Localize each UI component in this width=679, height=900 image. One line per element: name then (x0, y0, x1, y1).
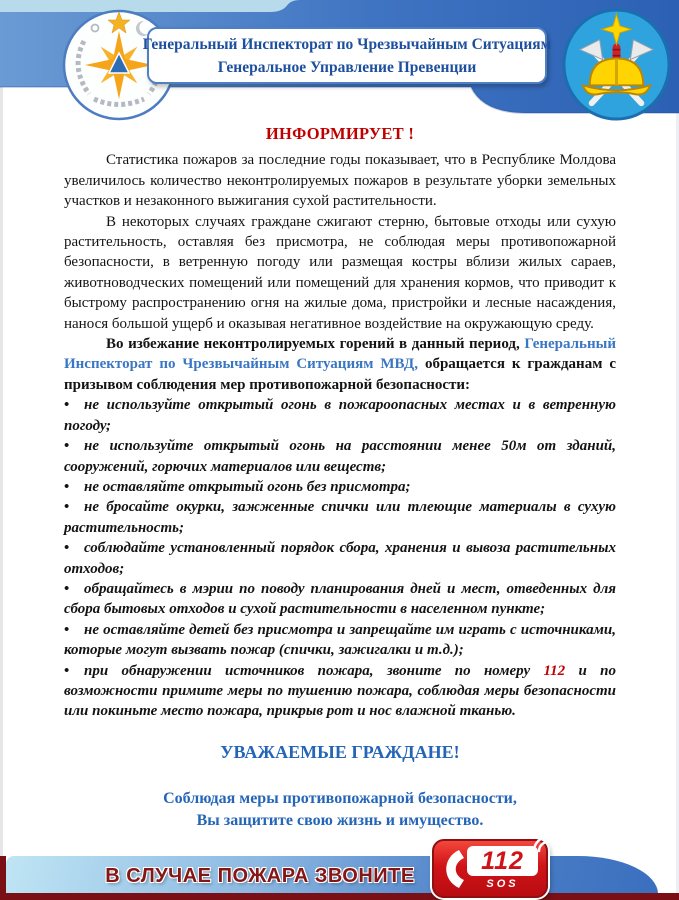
closing-message (64, 788, 616, 831)
closing-line2: Вы защитите свою жизнь и имущество. (196, 811, 484, 829)
organization-name-line1: Генеральный Инспекторат по Чрезвычайным Ситуациям (142, 35, 552, 53)
organization-title-box (142, 27, 552, 84)
bullet-icon: • (64, 478, 70, 495)
safety-rule-item: • не используйте открытый огонь на расстоянии менее 50м от зданий, сооружений, горючих материалов или веществ; (64, 438, 616, 475)
call-in-case-of-fire-text: В СЛУЧАЕ ПОЖАРА ЗВОНИТЕ (105, 865, 415, 887)
badge-number-panel (467, 846, 538, 876)
safety-rule-item-112: • при обнаружении источников пожара, звоните по номеру 112 и по возможности примите меры по тушению пожара, соблюдая меры безопасности или покиньте место пожара, прикрыв рот и нос влажной тканью. (64, 662, 617, 720)
bullet-icon: • (64, 580, 70, 597)
bullet-icon: • (64, 662, 70, 679)
emergency-112-badge (432, 839, 548, 898)
organization-name-line2: Генеральное Управление Превенции (217, 58, 477, 76)
paragraph-burning-cases: В некоторых случаях граждане сжигают стерню, бытовые отходы или сухую растительность, оставляя без присмотра, не соблюдая меры противопожарной безопасности, в ветренную погоду или размещая костры вблизи жилых сараев, животноводческих помещений или помещений для хранения кормов, что приводит к быстрому распространению огня на жилые дома, пристройки и лесные насаждения, нанося большой ущерб и оказывая негативное воздействие на окружающую среду. (64, 213, 616, 332)
closing-line1: Соблюдая меры противопожарной безопасности, (163, 790, 517, 808)
safety-rule-item: • обращайтесь в мэрии по поводу планирования дней и мест, отведенных для сбора бытовых отходов и сухой растительности в населенном пункте; (64, 580, 616, 618)
bullet-icon: • (64, 397, 70, 414)
phone-handset-icon (438, 847, 468, 891)
firefighter-emblem (561, 8, 672, 121)
safety-rule-item: • не оставляйте детей без присмотра и запрещайте им играть с источниками, которые могут вызвать пожар (спички, зажигалки и т.д.); (64, 621, 616, 659)
bullet-icon: • (64, 438, 70, 455)
bullet-icon: • (64, 621, 70, 638)
safety-rule-item: • не используйте открытый огонь в пожароопасных местах и в ветренную погоду; (64, 397, 616, 434)
safety-rule-item: • не бросайте окурки, зажженные спички или тлеющие материалы в сухую растительность; (64, 499, 616, 536)
safety-rule-item: • соблюдайте установленный порядок сбора, хранения и вывоза растительных отходов; (64, 540, 616, 577)
organization-name-inline: Генеральный Инспекторат по Чрезвычайным Ситуациям МВД, (64, 336, 616, 373)
bullet-icon: • (64, 499, 70, 516)
sos-label: SOS (486, 878, 519, 890)
signal-waves-icon (530, 833, 552, 855)
badge-number: 112 (481, 846, 524, 875)
safety-rule-item: • не оставляйте открытый огонь без присмотра; (64, 477, 616, 497)
emergency-number-inline: 112 (543, 662, 566, 679)
citizens-heading: УВАЖАЕМЫЕ ГРАЖДАНЕ! (220, 741, 460, 762)
footer-bottom-stripe (0, 893, 679, 900)
paragraph-appeal: Во избежание неконтролируемых горений в данный период, Генеральный Инспекторат по Чрезвычайным Ситуациям МВД, обращается к гражданам с призывом соблюдения мер противопожарной безопасности: (64, 336, 616, 393)
bullet-icon: • (64, 540, 70, 557)
paragraph-statistics: Статистика пожаров за последние годы показывает, что в Республике Молдова увеличилось количество неконтролируемых пожаров в результате уборки земельных участков и незаконного выжигания сухой растительности. (64, 152, 616, 210)
informs-heading: ИНФОРМИРУЕТ ! (265, 124, 415, 143)
document-body (64, 124, 616, 831)
